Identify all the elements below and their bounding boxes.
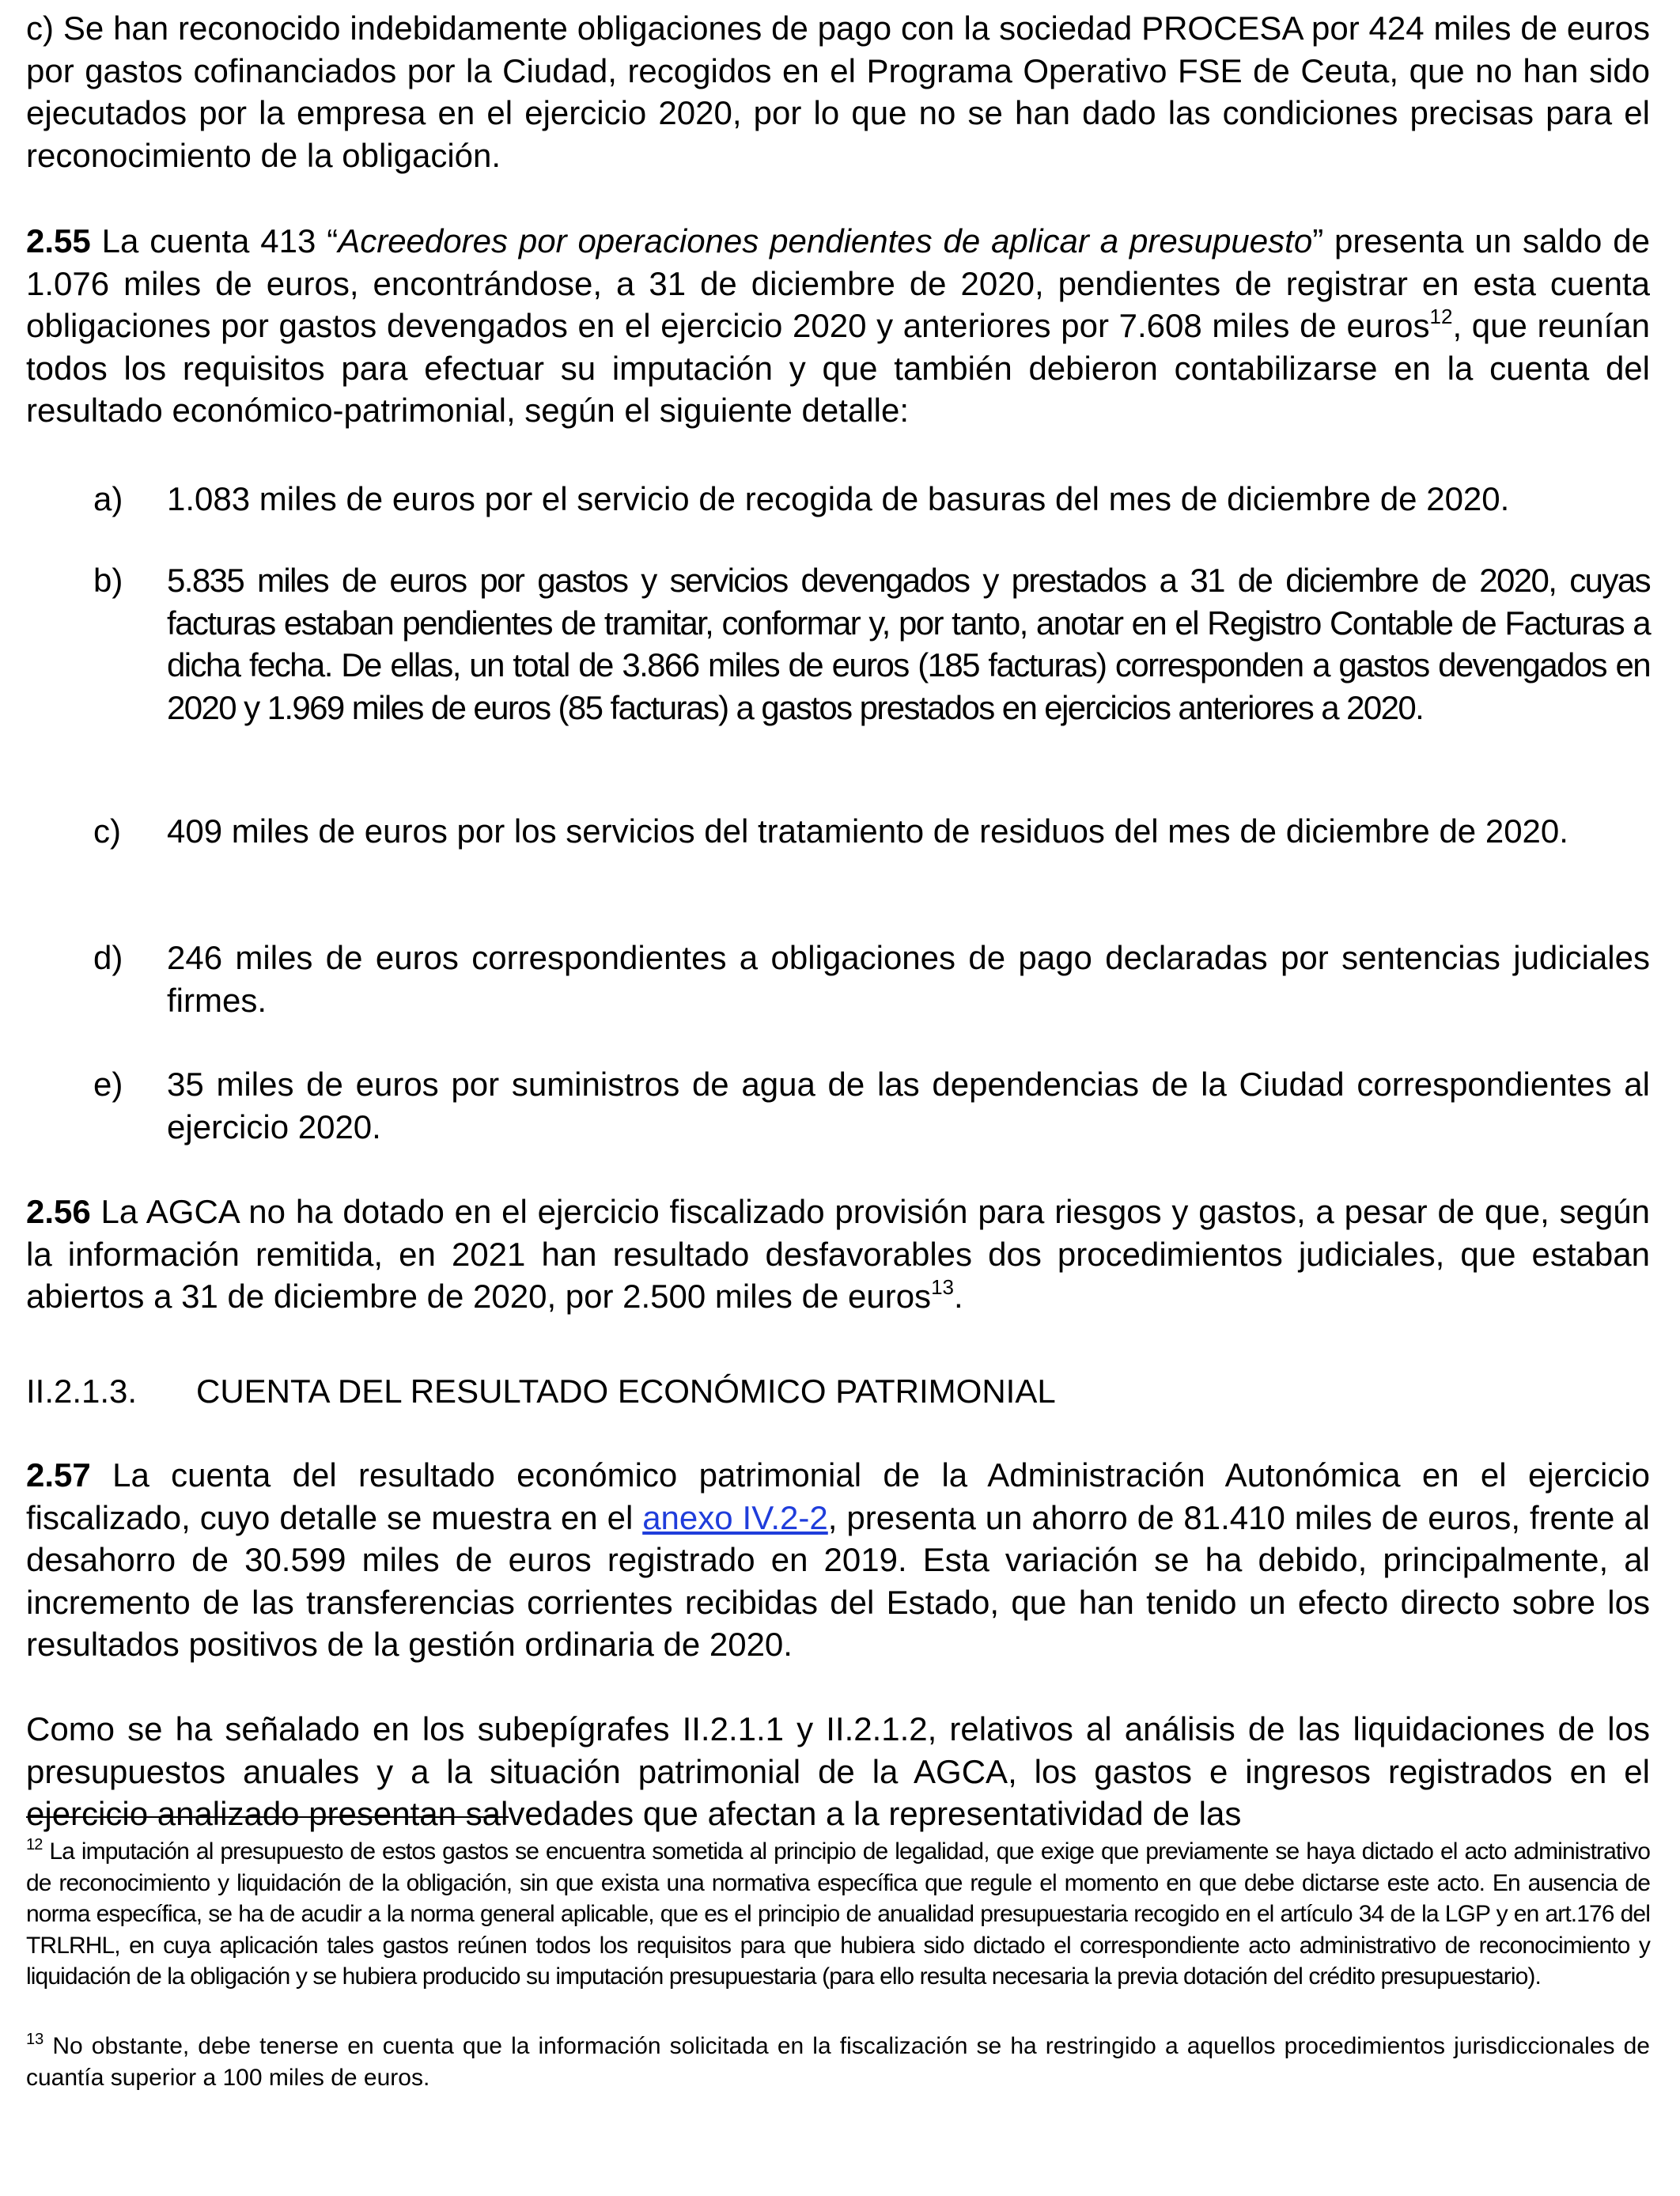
paragraph-text: La cuenta 413 “ [90, 222, 339, 259]
footnote-13 [26, 2031, 1650, 2093]
paragraph-text: La cuenta del resultado económico patrimonial de la Administración Autonómica en el ejercicio fiscalizado, cuyo detalle se muestra en el [26, 1456, 1650, 1536]
list-item-label: d) [93, 939, 123, 976]
section-number: II.2.1.3. [26, 1372, 138, 1410]
list-item-label: c) [93, 812, 121, 850]
paragraph-text: ” presenta un saldo de 1.076 miles de euros, encontrándose, a 31 de diciembre de 2020, pendientes de registrar en esta cuenta obligaciones por gastos devengados en el ejercicio 2020 y anteriores por 7.608 miles de euros [26, 222, 1651, 344]
paragraph-number: 2.56 [26, 1193, 91, 1230]
paragraph-2-57 [26, 1454, 1650, 1666]
footnote-text: No obstante, debe tenerse en cuenta que la información solicitada en la fiscalización se ha restringido a aquellos procedimientos jurisdiccionales de cuantía superior a 100 miles de euros. [26, 2033, 1650, 2091]
list-item-text: 35 miles de euros por suministros de agua de las dependencias de la Ciudad correspondientes al ejercicio 2020. [167, 1066, 1650, 1145]
paragraph-c [26, 7, 1650, 176]
paragraph-text: , que reunían todos los requisitos para efectuar su imputación y que también debieron contabilizarse en la cuenta del resultado económico-patrimonial, según el siguiente detalle: [26, 307, 1650, 429]
list-item-text: 409 miles de euros por los servicios del tratamiento de residuos del mes de diciembre de 2020. [167, 812, 1568, 850]
annex-link[interactable]: anexo IV.2-2 [642, 1498, 828, 1536]
account-name-italic: Acreedores por operaciones pendientes de aplicar a presupuesto [338, 222, 1313, 259]
footnote-text: La imputación al presupuesto de estos gastos se encuentra sometida al principio de legalidad, que exige que previamente se haya dictado el acto administrativo de reconocimiento y liquidación de la obligación, sin que exista una normativa específica que regule el momento en que debe dictarse este acto. En ausencia de norma específica, se ha de acudir a la norma general aplicable, que es el principio de anualidad presupuestaria recogido en el artículo 34 de la LGP y en art.176 del TRLRHL, en cuya aplicación tales gastos reúnen todos los requisitos para que hubiera sido dictado el correspondiente acto administrativo de reconocimiento y liquidación de la obligación y se hubiera producido su imputación presupuestaria (para ello resulta necesaria la previa dotación del crédito presupuestario). [26, 1838, 1650, 1990]
footnote-ref-13[interactable]: 13 [931, 1275, 954, 1299]
footnote-number: 12 [26, 1836, 43, 1853]
paragraph-2-55 [26, 220, 1650, 432]
list-item-text: 1.083 miles de euros por el servicio de recogida de basuras del mes de diciembre de 2020. [167, 480, 1510, 517]
paragraph-text: , presenta un ahorro de 81.410 miles de euros, frente al desahorro de 30.599 miles de euros registrado en 2019. Esta variación se ha debido, principalmente, al incremento de las transferencias corrientes recibidas del Estado, que han tenido un efecto directo sobre los resultados positivos de la gestión ordinaria de 2020. [26, 1498, 1650, 1663]
footnote-ref-12[interactable]: 12 [1429, 305, 1453, 328]
list-item-text: 246 miles de euros correspondientes a obligaciones de pago declaradas por sentencias judiciales firmes. [167, 939, 1650, 1019]
paragraph-number: 2.57 [26, 1456, 91, 1494]
section-title: CUENTA DEL RESULTADO ECONÓMICO PATRIMONIAL [196, 1372, 1056, 1410]
list-item-label: a) [93, 480, 123, 517]
paragraph-final-text: Como se ha señalado en los subepígrafes II.2.1.1 y II.2.1.2, relativos al análisis de las liquidaciones de los presupuestos anuales y a la situación patrimonial de la AGCA, los gastos e ingresos registrados en el ejercicio analizado presentan salvedades que afectan a la representatividad de las [26, 1710, 1650, 1832]
footnote-number: 13 [26, 2031, 44, 2048]
list-item-text: 5.835 miles de euros por gastos y servicios devengados y prestados a 31 de diciembre de 2020, cuyas facturas estaban pendientes de tramitar, conformar y, por tanto, anotar en el Registro Contable de Facturas a dicha fecha. De ellas, un total de 3.866 miles de euros (185 facturas) corresponden a gastos devengados en 2020 y 1.969 miles de euros (85 facturas) a gastos prestados en ejercicios anteriores a 2020. [167, 562, 1650, 726]
paragraph-text: La AGCA no ha dotado en el ejercicio fiscalizado provisión para riesgos y gastos, a pesar de que, según la información remitida, en 2021 han resultado desfavorables dos procedimientos judiciales, que estaban abiertos a 31 de diciembre de 2020, por 2.500 miles de euros [26, 1193, 1650, 1315]
list-item-label: e) [93, 1066, 123, 1103]
paragraph-2-56 [26, 1191, 1650, 1318]
paragraph-tail: . [953, 1278, 963, 1315]
paragraph-c-text: c) Se han reconocido indebidamente obligaciones de pago con la sociedad PROCESA por 424 miles de euros por gastos cofinanciados por la Ciudad, recogidos en el Programa Operativo FSE de Ceuta, que no han sido ejecutados por la empresa en el ejercicio 2020, por lo que no se han dado las condiciones precisas para el reconocimiento de la obligación. [26, 9, 1650, 174]
footnote-separator [26, 1816, 509, 1818]
footnote-12 [26, 1836, 1650, 1993]
list-item-label: b) [93, 562, 123, 599]
paragraph-number: 2.55 [26, 222, 91, 259]
